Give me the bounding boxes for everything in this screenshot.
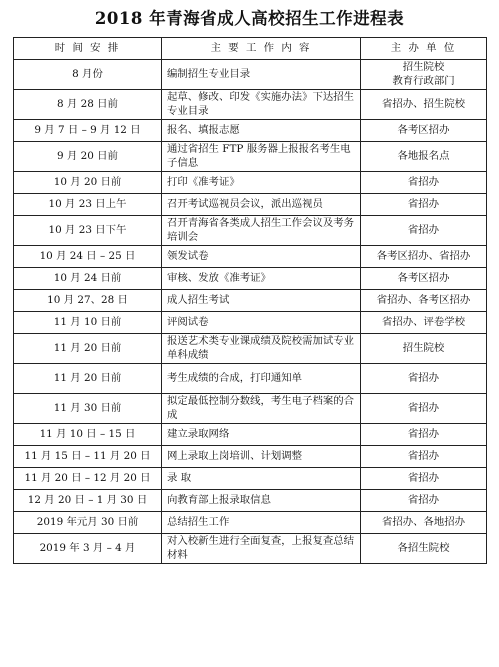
cell-time: 10 月 23 日下午: [14, 216, 162, 246]
table-row: [14, 534, 487, 564]
cell-time: 8 月 28 日前: [14, 90, 162, 120]
cell-unit: 省招办、招生院校: [361, 90, 487, 120]
cell-time: 10 月 24 日前: [14, 268, 162, 290]
table-row: [14, 334, 487, 364]
header-content: 主 要 工 作 内 容: [162, 38, 361, 60]
cell-time: 10 月 20 日前: [14, 172, 162, 194]
cell-unit: 省招办: [361, 468, 487, 490]
cell-time: 11 月 15 日 – 11 月 20 日: [14, 446, 162, 468]
table-header-row: [14, 38, 487, 60]
cell-content: 考生成绩的合成，打印通知单: [162, 364, 361, 394]
cell-unit: 省招办、各考区招办: [361, 290, 487, 312]
cell-unit: 各考区招办: [361, 268, 487, 290]
cell-unit: 省招办: [361, 446, 487, 468]
cell-content: 起草、修改、印发《实施办法》下达招生专业目录: [162, 90, 361, 120]
table-row: [14, 490, 487, 512]
cell-content: 召开青海省各类成人招生工作会议及考务培训会: [162, 216, 361, 246]
cell-time: 11 月 10 日 – 15 日: [14, 424, 162, 446]
cell-content: 网上录取上岗培训、计划调整: [162, 446, 361, 468]
table-row: [14, 194, 487, 216]
table-row: [14, 172, 487, 194]
cell-content: 召开考试巡视员会议，派出巡视员: [162, 194, 361, 216]
cell-unit: 各考区招办、省招办: [361, 246, 487, 268]
cell-unit: 各考区招办: [361, 120, 487, 142]
cell-unit: 省招办、各地招办: [361, 512, 487, 534]
table-row: [14, 120, 487, 142]
table-row: [14, 446, 487, 468]
cell-content: 打印《准考证》: [162, 172, 361, 194]
cell-unit: 各地报名点: [361, 142, 487, 172]
cell-time: 11 月 20 日 – 12 月 20 日: [14, 468, 162, 490]
cell-unit: 招生院校 教育行政部门: [361, 60, 487, 90]
cell-unit: 省招办: [361, 424, 487, 446]
cell-content: 编制招生专业目录: [162, 60, 361, 90]
cell-unit: 省招办: [361, 394, 487, 424]
cell-unit: 省招办: [361, 194, 487, 216]
table-row: [14, 216, 487, 246]
table-row: [14, 364, 487, 394]
cell-unit: 各招生院校: [361, 534, 487, 564]
cell-content: 录 取: [162, 468, 361, 490]
cell-time: 9 月 7 日 – 9 月 12 日: [14, 120, 162, 142]
table-row: [14, 246, 487, 268]
table-row: [14, 290, 487, 312]
cell-time: 10 月 27、28 日: [14, 290, 162, 312]
page-title: 2018 年青海省成人高校招生工作进程表: [94, 9, 405, 28]
cell-time: 11 月 20 日前: [14, 334, 162, 364]
cell-time: 10 月 23 日上午: [14, 194, 162, 216]
cell-content: 审核、发放《准考证》: [162, 268, 361, 290]
cell-content: 建立录取网络: [162, 424, 361, 446]
cell-content: 领发试卷: [162, 246, 361, 268]
cell-time: 10 月 24 日 – 25 日: [14, 246, 162, 268]
cell-content: 报名、填报志愿: [162, 120, 361, 142]
cell-content: 成人招生考试: [162, 290, 361, 312]
table-row: [14, 90, 487, 120]
table-row: [14, 512, 487, 534]
cell-content: 向教育部上报录取信息: [162, 490, 361, 512]
header-time: 时 间 安 排: [14, 38, 162, 60]
cell-time: 11 月 20 日前: [14, 364, 162, 394]
cell-unit: 省招办: [361, 364, 487, 394]
cell-content: 通过省招生 FTP 服务器上报报名考生电子信息: [162, 142, 361, 172]
table-row: [14, 268, 487, 290]
table-row: [14, 312, 487, 334]
cell-unit: 省招办: [361, 490, 487, 512]
header-unit: 主 办 单 位: [361, 38, 487, 60]
cell-content: 报送艺术类专业课成绩及院校需加试专业单科成绩: [162, 334, 361, 364]
cell-content: 总结招生工作: [162, 512, 361, 534]
cell-unit: 省招办、评卷学校: [361, 312, 487, 334]
cell-unit: 省招办: [361, 172, 487, 194]
cell-content: 对入校新生进行全面复查，上报复查总结材料: [162, 534, 361, 564]
table-row: [14, 424, 487, 446]
cell-time: 9 月 20 日前: [14, 142, 162, 172]
cell-unit: 招生院校: [361, 334, 487, 364]
table-row: [14, 60, 487, 90]
cell-unit: 省招办: [361, 216, 487, 246]
cell-time: 12 月 20 日 – 1 月 30 日: [14, 490, 162, 512]
table-row: [14, 468, 487, 490]
cell-time: 2019 年元月 30 日前: [14, 512, 162, 534]
schedule-table: [13, 37, 487, 564]
cell-time: 8 月份: [14, 60, 162, 90]
cell-time: 2019 年 3 月 – 4 月: [14, 534, 162, 564]
table-row: [14, 142, 487, 172]
cell-time: 11 月 10 日前: [14, 312, 162, 334]
cell-content: 拟定最低控制分数线，考生电子档案的合成: [162, 394, 361, 424]
table-row: [14, 394, 487, 424]
cell-time: 11 月 30 日前: [14, 394, 162, 424]
cell-content: 评阅试卷: [162, 312, 361, 334]
